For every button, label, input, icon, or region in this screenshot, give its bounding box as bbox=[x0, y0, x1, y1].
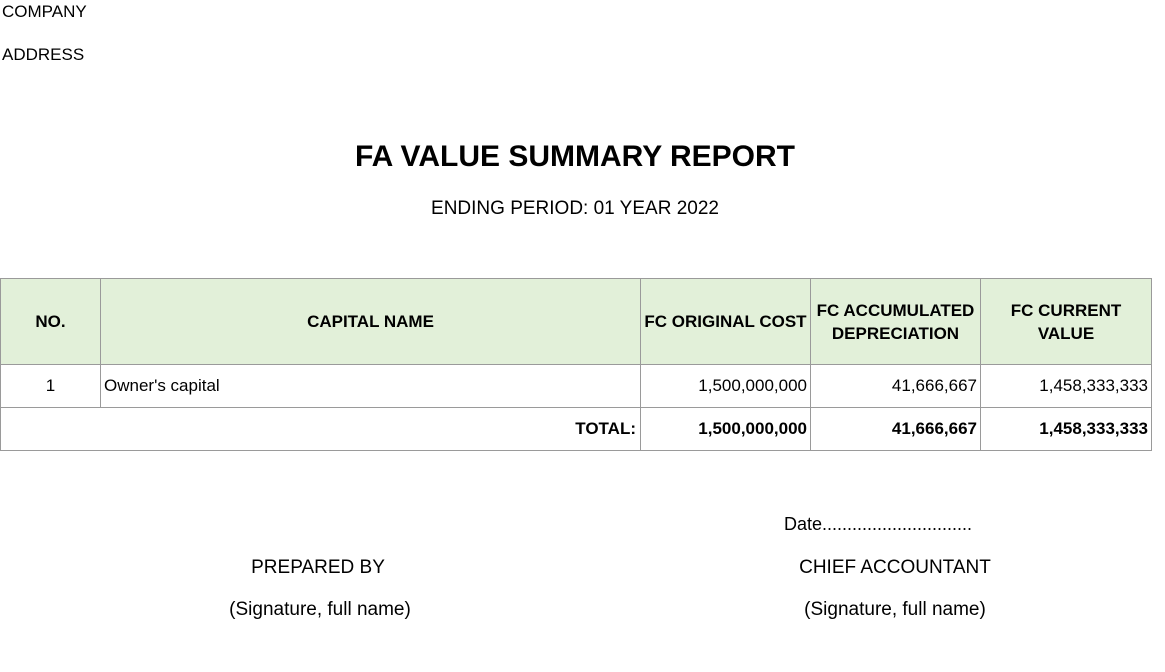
report-title: FA VALUE SUMMARY REPORT bbox=[354, 140, 796, 173]
total-row bbox=[1, 408, 1152, 451]
total-label: TOTAL: bbox=[1, 408, 641, 451]
row-original-cost: 1,500,000,000 bbox=[641, 365, 811, 408]
total-current-value: 1,458,333,333 bbox=[981, 408, 1152, 451]
chief-accountant-label: CHIEF ACCOUNTANT bbox=[799, 557, 991, 578]
row-no: 1 bbox=[1, 365, 101, 408]
column-header-accumulated-depreciation: FC ACCUMULATED DEPRECIATION bbox=[811, 279, 981, 365]
column-header-current-value: FC CURRENT VALUE bbox=[981, 279, 1152, 365]
table-row bbox=[1, 365, 1152, 408]
row-current-value: 1,458,333,333 bbox=[981, 365, 1152, 408]
total-original-cost: 1,500,000,000 bbox=[641, 408, 811, 451]
column-header-original-cost: FC ORIGINAL COST bbox=[641, 279, 811, 365]
column-header-capital-name: CAPITAL NAME bbox=[101, 279, 641, 365]
company-name: COMPANY bbox=[2, 2, 87, 21]
report-period: ENDING PERIOD: 01 YEAR 2022 bbox=[431, 198, 719, 219]
date-line: Date.............................. bbox=[784, 514, 973, 534]
prepared-by-signature: (Signature, full name) bbox=[229, 599, 411, 620]
column-header-no: NO. bbox=[1, 279, 101, 365]
row-capital-name: Owner's capital bbox=[101, 365, 641, 408]
company-address: ADDRESS bbox=[2, 45, 85, 64]
total-accumulated-depreciation: 41,666,667 bbox=[811, 408, 981, 451]
row-accumulated-depreciation: 41,666,667 bbox=[811, 365, 981, 408]
table-header-row bbox=[1, 279, 1152, 365]
chief-accountant-signature: (Signature, full name) bbox=[804, 599, 986, 620]
fa-summary-table bbox=[0, 278, 1152, 451]
prepared-by-label: PREPARED BY bbox=[251, 557, 385, 578]
